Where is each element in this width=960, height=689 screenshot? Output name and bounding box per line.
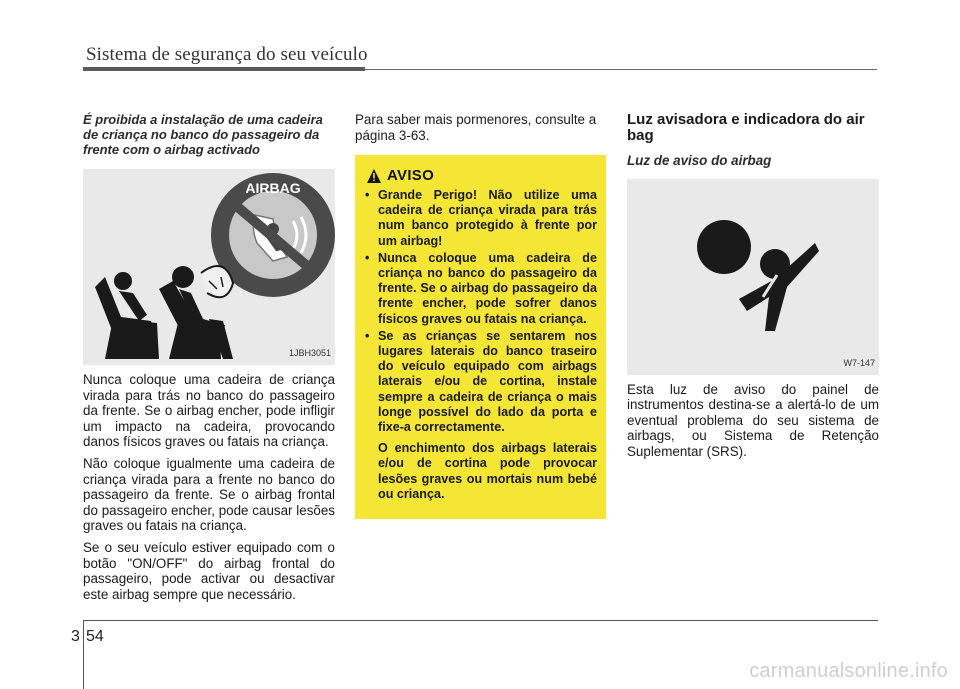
page-number: 54 <box>86 628 104 645</box>
figure-code: W7-147 <box>843 358 875 368</box>
paragraph: Não coloque igualmente uma cadeira de criança virada para a frente no banco do passageiro da frente. Se o airbag frontal do passageiro encher, pode causar lesões graves ou fatais na criança. <box>83 455 335 534</box>
warning-item: • Se as crianças se sentarem nos lugares laterais do banco traseiro do veículo equipado com airbags laterais e/ou de cortina, instale sempre a cadeira de criança o mais longe possível do lado da porta e fixe-a correctamente. <box>364 329 597 435</box>
paragraph: Nunca coloque uma cadeira de criança virada para trás no banco do passageiro da frente. Se o airbag encher, pode infligir um impacto na cadeira, provocando danos físicos graves ou fatais na criança. <box>83 372 335 450</box>
child-seat-illustration <box>83 169 335 365</box>
left-column <box>83 112 335 608</box>
watermark: carmanualsonline.info <box>749 660 948 682</box>
middle-column <box>355 112 607 149</box>
footer-rule <box>83 620 878 621</box>
figure-code: 1JBH3051 <box>288 348 331 359</box>
reference-paragraph: Para saber mais pormenores, consulte a página 3-63. <box>355 112 597 143</box>
warning-item: • Grande Perigo! Não utilize uma cadeira de criança virada para trás num banco protegido à frente por um airbag! <box>364 188 597 249</box>
header-rule-thin <box>365 69 877 70</box>
airbag-warning-light-figure <box>627 179 879 375</box>
airbag-warning-icon <box>627 179 879 375</box>
warning-list <box>364 188 597 435</box>
figure-caption: É proibida a instalação de uma cadeira de criança no banco do passageiro da frente com o airbag activado <box>83 112 323 157</box>
warning-triangle-icon <box>367 169 381 183</box>
header-rule-thick <box>83 67 365 71</box>
footer-vertical-rule <box>83 620 84 689</box>
airbag-badge-text: AIRBAG <box>245 180 301 196</box>
warning-header <box>367 167 597 184</box>
right-column <box>627 112 879 466</box>
warning-extra: O enchimento dos airbags laterais e/ou de cortina pode provocar lesões graves ou mortais num bebé ou criança. <box>378 441 597 501</box>
section-subtitle: Luz de aviso do airbag <box>627 153 772 168</box>
warning-item: • Nunca coloque uma cadeira de criança no banco do passageiro da frente. Se o airbag do passageiro da frente encher, pode sofrer danos físicos graves ou fatais na criança. <box>364 251 597 327</box>
child-seat-airbag-figure <box>83 169 335 365</box>
chapter-number: 3 <box>71 628 80 645</box>
page-header-title: Sistema de segurança do seu veículo <box>86 44 368 65</box>
warning-box <box>355 155 606 519</box>
paragraph: Esta luz de aviso do painel de instrumentos destina-se a alertá-lo de um eventual problema do seu sistema de airbags, ou Sistema de Retenção Suplementar (SRS). <box>627 381 879 459</box>
paragraph: Se o seu veículo estiver equipado com o botão "ON/OFF" do airbag frontal do passageiro, pode activar ou desactivar este airbag sempre que necessário. <box>83 539 335 602</box>
warning-title: AVISO <box>387 167 435 184</box>
section-title: Luz avisadora e indicadora do air bag <box>627 111 865 144</box>
